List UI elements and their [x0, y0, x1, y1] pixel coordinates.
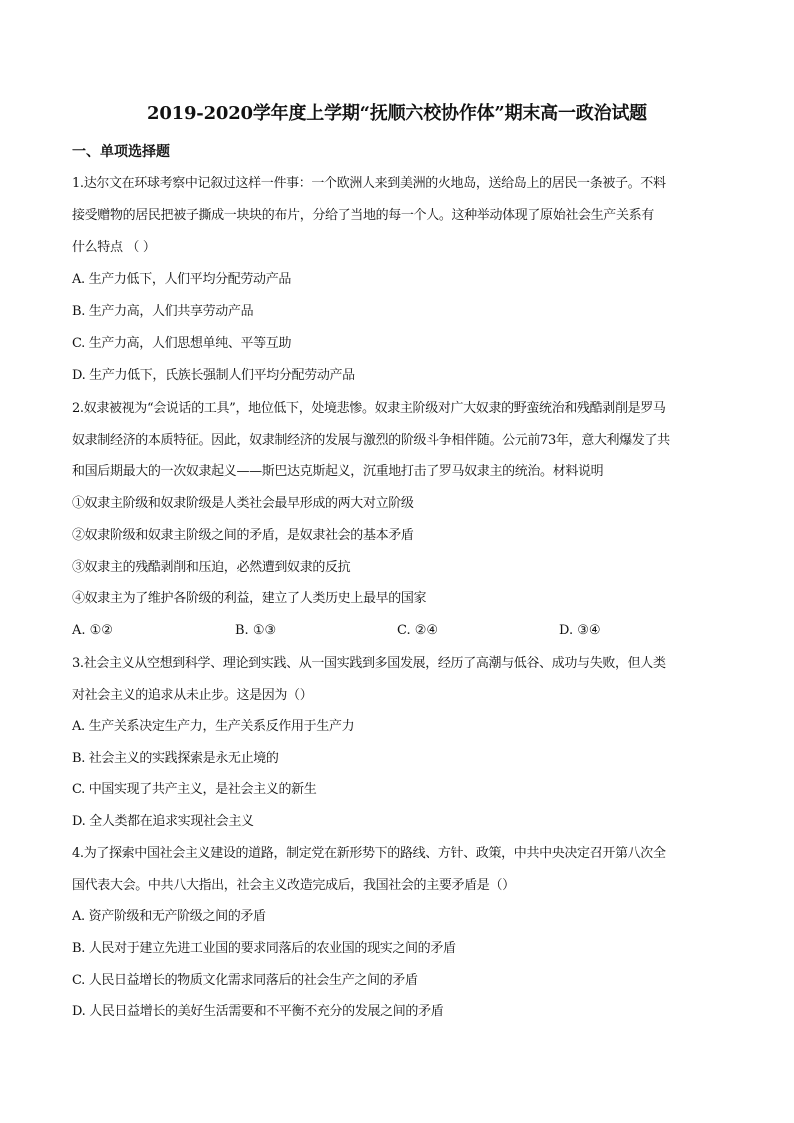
- question-4-option-b: B. 人民对于建立先进工业国的要求同落后的农业国的现实之间的矛盾: [72, 941, 456, 956]
- question-2-option-b: B. ①③: [235, 623, 277, 638]
- question-1-line-1: 1.达尔文在环球考察中记叙过这样一件事：一个欧洲人来到美洲的火地岛，送给岛上的居民一条被子。不料: [72, 176, 666, 191]
- question-1-line-2: 接受赠物的居民把被子撕成一块块的布片，分给了当地的每一个人。这种举动体现了原始社会生产关系有: [72, 208, 654, 223]
- question-2-statement-3: ③奴隶主的残酷剥削和压迫，必然遭到奴隶的反抗: [72, 560, 351, 575]
- question-2-statement-1: ①奴隶主阶级和奴隶阶级是人类社会最早形成的两大对立阶级: [72, 496, 414, 511]
- question-1-option-c: C. 生产力高，人们思想单纯、平等互助: [72, 336, 292, 351]
- question-2-line-3: 和国后期最大的一次奴隶起义——斯巴达克斯起义，沉重地打击了罗马奴隶主的统治。材料说明: [72, 464, 604, 479]
- question-3-line-2: 对社会主义的追求从未止步。这是因为（）: [72, 688, 313, 703]
- question-4-option-a: A. 资产阶级和无产阶级之间的矛盾: [72, 909, 266, 924]
- question-4-line-2: 国代表大会。中共八大指出，社会主义改造完成后，我国社会的主要矛盾是（）: [72, 878, 515, 893]
- question-1-option-d: D. 生产力低下，氏族长强制人们平均分配劳动产品: [72, 368, 355, 383]
- section-heading: 一、单项选择题: [72, 144, 170, 160]
- question-3-option-a: A. 生产关系决定生产力，生产关系反作用于生产力: [72, 719, 355, 734]
- question-2-statement-4: ④奴隶主为了维护各阶级的利益，建立了人类历史上最早的国家: [72, 591, 427, 606]
- question-2-line-1: 2.奴隶被视为“会说话的工具”，地位低下，处境悲惨。奴隶主阶级对广大奴隶的野蛮统治和残酷剥削是罗马: [72, 401, 666, 416]
- question-1-line-3: 什么特点 （ ）: [72, 240, 156, 255]
- question-3-line-1: 3.社会主义从空想到科学、理论到实践、从一国实践到多国发展，经历了高潮与低谷、成功与失败，但人类: [72, 656, 666, 671]
- question-1-option-b: B. 生产力高，人们共享劳动产品: [72, 304, 254, 319]
- question-4-option-d: D. 人民日益增长的美好生活需要和不平衡不充分的发展之间的矛盾: [72, 1004, 444, 1019]
- question-3-option-d: D. 全人类都在追求实现社会主义: [72, 814, 254, 829]
- question-2-option-a: A. ①②: [72, 623, 113, 638]
- question-2-statement-2: ②奴隶阶级和奴隶主阶级之间的矛盾，是奴隶社会的基本矛盾: [72, 528, 414, 543]
- question-3-option-b: B. 社会主义的实践探索是永无止境的: [72, 751, 279, 766]
- question-2-option-c: C. ②④: [397, 623, 439, 638]
- document-title: 2019-2020学年度上学期“抚顺六校协作体”期末高一政治试题: [147, 103, 647, 124]
- question-4-option-c: C. 人民日益增长的物质文化需求同落后的社会生产之间的矛盾: [72, 973, 418, 988]
- question-1-option-a: A. 生产力低下，人们平均分配劳动产品: [72, 272, 292, 287]
- question-2-line-2: 奴隶制经济的本质特征。因此，奴隶制经济的发展与激烈的阶级斗争相伴随。公元前73年，意大利爆发了共: [72, 433, 670, 448]
- question-3-option-c: C. 中国实现了共产主义，是社会主义的新生: [72, 782, 317, 797]
- question-4-line-1: 4.为了探索中国社会主义建设的道路，制定党在新形势下的路线、方针、政策，中共中央决定召开第八次全: [72, 846, 666, 861]
- question-2-option-d: D. ③④: [559, 623, 601, 638]
